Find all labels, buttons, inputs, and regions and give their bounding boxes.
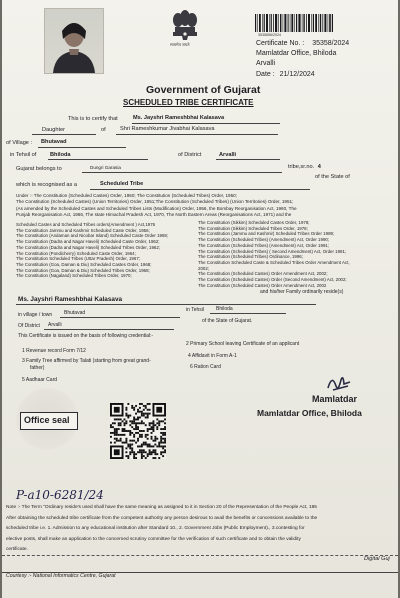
emblem-caption: सत्यमेव जयते	[170, 42, 190, 47]
signatory-office: Mamlatdar Office, Bhiloda	[257, 408, 362, 418]
order-item: The Constitution Scheduled Caste & Scheduled Tribes Order Amendment Act,	[198, 259, 350, 265]
resident-name-underline	[16, 304, 316, 305]
applicant-photo	[44, 8, 104, 74]
order-item: The Constitution Jammu and Kashmir Scheduled Caste Order, 1956;	[16, 227, 150, 233]
issuing-office: Mamlatdar Office, Bhiloda	[256, 50, 337, 57]
evidence-item: 2 Primary School leaving Certificate of an applicant	[186, 341, 300, 347]
order-item: The Constitution (Scheduled Tribes) (Amendment) Act, Order 1990;	[198, 237, 330, 243]
residence-village-label: in village / town	[18, 312, 53, 318]
certificate-number: 35358/2024	[312, 40, 350, 47]
village-value: Bhutavad	[41, 139, 67, 145]
residence-state-text: of the State of Gujarat.	[202, 318, 253, 324]
belongs-label: Gujarat belongs to	[16, 166, 62, 172]
of-label: of	[101, 127, 106, 133]
order-item: The Constitution (Scheduled Tribes) Ordinance, 1996;	[198, 254, 303, 260]
person-name-underline	[132, 123, 280, 124]
evidence-item: 4 Affidavit in Form A-1	[188, 353, 237, 359]
order-item: The Constitution Scheduled Tribes (Uttar Pradesh) Order, 1967;	[16, 256, 140, 262]
evidence-item: 1 Revenue record Form 7/12	[22, 348, 86, 354]
certificate-page	[2, 0, 398, 598]
order-item: Scheduled Castes and Scheduled Tribes orders(Amendment ) Act,1976	[16, 222, 156, 227]
certify-prefix: This is to certify that	[68, 116, 118, 122]
order-item: The Constitution (Andaman and Nicobar Island) Scheduled Caste Order 1959;	[16, 233, 169, 239]
note-block	[6, 503, 317, 556]
residence-tehsil-label: in Tehsil	[186, 307, 204, 313]
note-line: elective posts, shall make an application to the concerned scrutiny committee for the verification of such certificate and to obtain the validity	[6, 536, 301, 542]
office-seal-label: Office seal	[24, 415, 70, 425]
evidence-intro: This Certificate is issued on the basis of following credential:-	[18, 333, 154, 339]
tehsil-label: in Tehsil of	[10, 152, 37, 158]
resident-name: Ms. Jayshri Rameshbhai Kalasava	[18, 296, 123, 303]
issue-date: 21/12/2024	[279, 71, 315, 78]
barcode	[255, 14, 333, 32]
recognised-label: which is recognised as a	[16, 182, 77, 188]
orders-right-column	[198, 220, 350, 288]
parent-name-underline	[116, 134, 278, 135]
tehsil-underline	[48, 159, 148, 160]
order-item: The Constitution (Sikkim) Scheduled Tribes Order, 1978;	[198, 225, 308, 231]
note-line: After obtaining the scheduled tribe certificate from the competent authority any person desirous to avail the benefits or concessions available to the	[6, 515, 318, 521]
order-item: 2002;	[198, 265, 209, 271]
district-label: of District	[178, 152, 202, 158]
person-name: Ms. Jayshri Rameshbhai Kalasava	[133, 115, 225, 121]
recognised-value: Scheduled Tribe	[100, 181, 144, 187]
qr-code	[110, 402, 166, 460]
issue-date-label: Date :	[256, 71, 275, 78]
national-emblem-icon	[168, 8, 202, 52]
under-line: The Constitution (Scheduled Castes) (Union Territories) Order, 1951;The Constitution (Scheduled Tribes) (Union Territories) Order, 1951;	[16, 199, 294, 205]
order-item: The Constitution (Scheduled Castes) Order (Second Amendment) Act, 2002;	[198, 277, 347, 283]
state-label: of the State of	[315, 174, 350, 180]
handwritten-reference: P-a10-6281/24	[16, 488, 104, 502]
tehsil-value: Bhiloda	[50, 152, 71, 158]
recognised-underline	[90, 189, 310, 190]
barcode-number: 3535856/2024	[258, 33, 281, 37]
order-item: The Constitution (Scheduled Castes) Order Amendment Act, 2002;	[198, 271, 328, 277]
signatory-title: Mamlatdar	[312, 394, 358, 404]
orders-left-column	[16, 222, 168, 279]
order-item: The Constitution (Jammu and Kashmir) Scheduled Tribes Order 1989;	[198, 231, 335, 237]
relation: Daughter	[42, 127, 66, 133]
note-divider	[2, 555, 398, 556]
footer-digital: Digital Guj	[364, 556, 390, 562]
residence-tehsil-underline	[210, 313, 286, 314]
note-line: Note :- The Term "Ordinary reside's used shall have the same meaning as assigned to it in Section 20 of the Representation of the People Act, 195	[6, 505, 317, 510]
tribe-number-line	[288, 164, 321, 171]
order-item: The Constitution (Sikkim) Scheduled Castes Order, 1978;	[198, 220, 310, 225]
residence-village-value: Bhutavad	[64, 310, 86, 316]
certificate-title: SCHEDULED TRIBE CERTIFICATE	[123, 98, 254, 107]
under-line: Punjab Reorganisation Act, 1966, The state Himachal Pradesh Act, 1970, The North Eastern Areas (Reorganisations Act, 1971) and the	[16, 212, 292, 218]
order-item: The Constitution (Nagaland) Scheduled Tribes Order, 1970;	[16, 273, 132, 279]
evidence-item: father)	[30, 365, 45, 371]
order-item: The Constitution (Goa, Daman & Diu) Scheduled Tribes Order, 1968;	[16, 267, 150, 273]
evidence-item: 3 Family Tree affirmed by Talati (starting from great grand-	[22, 358, 151, 364]
footer-courtesy: Courtesy :- National Informatics Centre, Gujarat	[6, 573, 116, 579]
residence-village-underline	[60, 317, 180, 318]
village-underline	[38, 147, 126, 148]
evidence-item: 6 Ration Card	[190, 364, 221, 370]
under-line: (As amended by the Scheduled Castes and Scheduled Tribes Lists (Modification) Order, 1956, the Bombay Reorganisation Act, 1960, The	[16, 205, 297, 211]
government-title: Government of Gujarat	[146, 84, 261, 96]
order-item: The Constitution (Scheduled Castes) Order Amendment Act, 2002	[198, 282, 327, 288]
note-line: certificate.	[6, 547, 28, 552]
family-reside-text: and his/her Family ordinarily reside(s)	[260, 289, 344, 295]
signature	[324, 372, 354, 394]
tribe-name: Dungri Garasia	[90, 165, 121, 170]
order-item: The Constitution (Dadra and Nagar Haveli) Scheduled Caste Order, 1962;	[16, 239, 160, 245]
issuing-district: Arvalli	[256, 60, 276, 67]
district-underline	[216, 159, 280, 160]
residence-district-label: Of District	[18, 323, 40, 329]
evidence-item: 5 Aadhaar Card	[22, 377, 58, 383]
issue-date-line	[256, 71, 315, 78]
village-label: of Village :	[6, 140, 33, 146]
tribe-underline	[82, 172, 282, 173]
residence-district-value: Arvalli	[48, 322, 62, 328]
district-value: Arvalli	[219, 152, 237, 158]
order-item: The Constitution (Pondicherry) Scheduled Caste Order, 1964;	[16, 250, 136, 256]
parent-name: Shri Rameshkumar Jivabhai Kalasava	[120, 126, 215, 132]
note-line: scheduled tribe i.e. 1. Admission to any educational institution after Standard 10., 2. Government Jobs (Public Employment)., 3.contesting for	[6, 526, 305, 531]
residence-tehsil-value: Bhiloda	[216, 306, 233, 312]
relation-underline	[32, 134, 96, 135]
order-item: The Constitution (Dadra and Nagar Haveli) Scheduled Tribes Order, 1962;	[16, 244, 160, 250]
certificate-number-line	[256, 40, 349, 47]
order-item: The Constitution (Scheduled Tribes) (Amendment) Act, Order 1991;	[198, 242, 330, 248]
order-item: The Constitution (Scheduled Tribes) ( Second Amendment) Act, Order 1991;	[198, 248, 347, 254]
under-line: Under :- The Constitution (Scheduled Castes) Order, 1950; The Constitution (Scheduled Tribes) Order, 1950;	[16, 193, 237, 198]
certificate-number-label: Certificate No. :	[256, 40, 305, 47]
order-item: The Constitution (Goa, Daman & Diu) Scheduled Castes Order, 1968;	[16, 261, 152, 267]
tribe-number-label: tribe,sr.no.	[288, 164, 315, 170]
under-clause	[16, 193, 297, 219]
residence-district-underline	[44, 329, 174, 330]
tribe-number: 4	[317, 164, 321, 170]
